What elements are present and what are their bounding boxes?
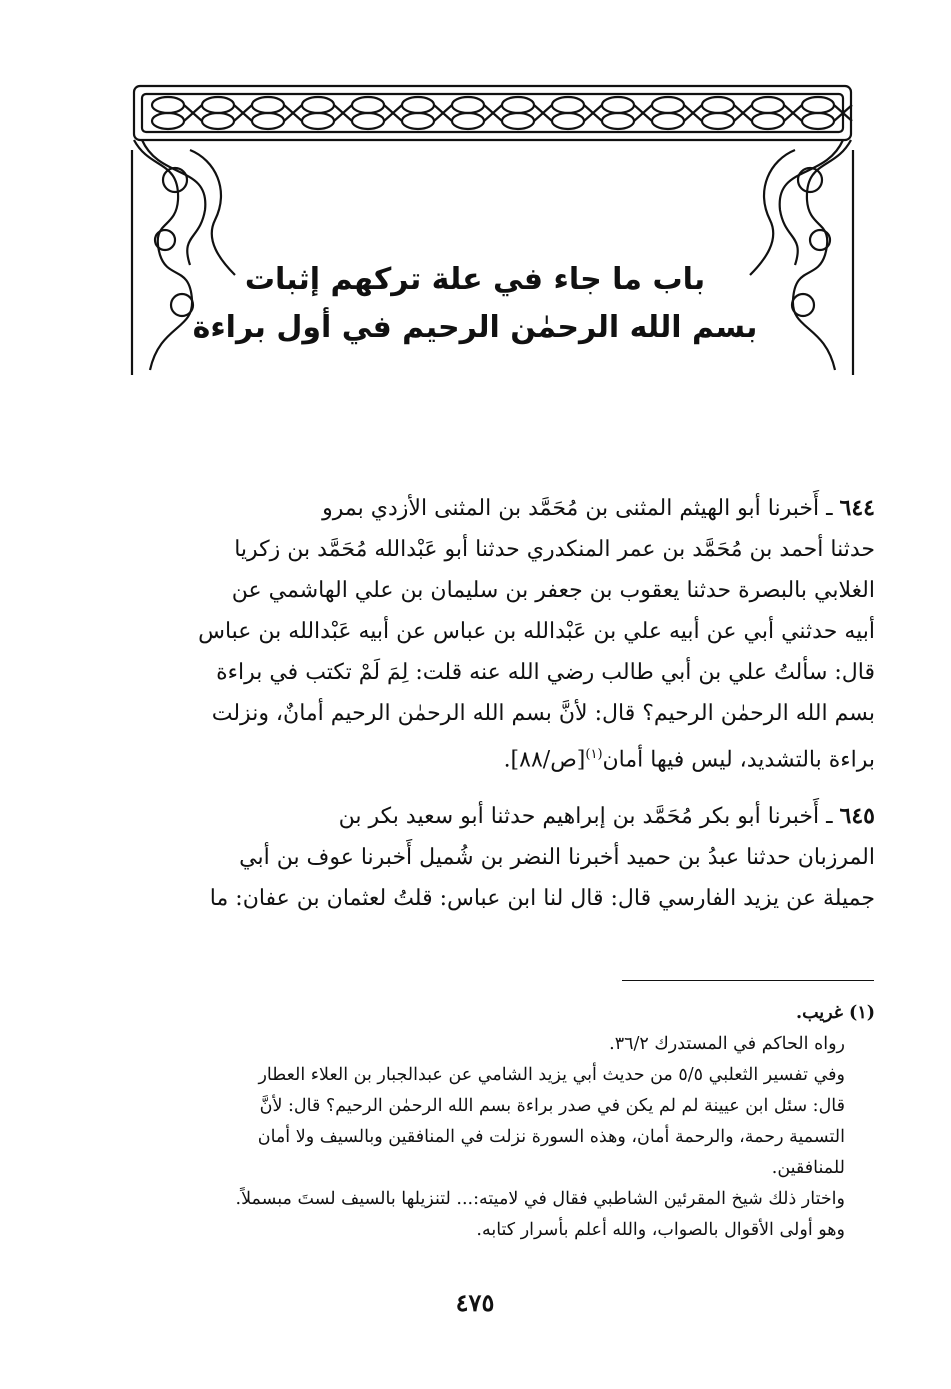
knot-loop bbox=[252, 113, 284, 129]
knot-loop bbox=[752, 97, 784, 113]
footnote-line: التسمية رحمة، والرحمة أمان، وهذه السورة نزلت في المنافقين وبالسيف ولا أمان bbox=[257, 1127, 845, 1147]
footnotes bbox=[120, 998, 875, 1246]
knot-loop bbox=[552, 97, 584, 113]
knot-loop bbox=[302, 97, 334, 113]
knot-loop bbox=[252, 97, 284, 113]
knot-loop bbox=[702, 97, 734, 113]
knot-loop bbox=[352, 97, 384, 113]
page-reference: [ص/٨٨]. bbox=[503, 747, 586, 773]
knot-loop bbox=[202, 113, 234, 129]
text-line: قال: سألتُ علي بن أبي طالب رضي الله عنه قلت: لِمَ لَمْ تكتب في براءة bbox=[216, 660, 875, 685]
knot-loop bbox=[752, 113, 784, 129]
hadith-645 bbox=[120, 796, 875, 919]
knot-loop bbox=[502, 97, 534, 113]
knot-loop bbox=[652, 113, 684, 129]
knot-loop bbox=[152, 113, 184, 129]
knot-loop bbox=[802, 97, 834, 113]
knot-loop bbox=[402, 97, 434, 113]
footnote-line: وهو أولى الأقوال بالصواب، والله أعلم بأسرار كتابه. bbox=[476, 1220, 845, 1240]
knot-loop bbox=[352, 113, 384, 129]
text-line: ٦٤٥ ـ أَخبرنا أبو بكر مُحَمَّد بن إبراهيم حدثنا أبو سعيد بكر بن bbox=[338, 803, 875, 829]
knot-loop bbox=[402, 113, 434, 129]
knot-cross bbox=[734, 105, 752, 121]
knot-loop bbox=[502, 113, 534, 129]
knot-loop bbox=[602, 113, 634, 129]
knot-cross bbox=[484, 105, 502, 121]
knot-loop bbox=[702, 113, 734, 129]
knot-cross bbox=[684, 105, 702, 121]
knot-cross bbox=[434, 105, 452, 121]
text-line: بسم الله الرحمٰن الرحيم؟ قال: لأنَّ بسم الله الرحمٰن الرحيم أمانٌ، ونزلت bbox=[211, 701, 875, 726]
footnote-line: رواه الحاكم في المستدرك ٣٦/٢. bbox=[609, 1034, 845, 1054]
chapter-title-line-2: بسم الله الرحمٰن الرحيم في أول براءة bbox=[192, 310, 758, 345]
knot-cross bbox=[534, 105, 552, 121]
footnote-line: للمنافقين. bbox=[771, 1158, 845, 1178]
knot-loop bbox=[302, 113, 334, 129]
knot-cross bbox=[234, 105, 252, 121]
footnote-separator bbox=[622, 980, 874, 981]
footnote-line: واختار ذلك شيخ المقرئين الشاطبي فقال في لاميته:... لتنزيلها بالسيف لستَ مبسملاً. bbox=[235, 1189, 845, 1209]
chapter-title-line-1: باب ما جاء في علة تركهم إثبات bbox=[244, 262, 706, 297]
knot-loop bbox=[152, 97, 184, 113]
page-number: ٤٧٥ bbox=[455, 1288, 495, 1317]
knot-cross bbox=[384, 105, 402, 121]
knot-cross bbox=[184, 105, 202, 121]
footnote-line: (١) غريب. bbox=[795, 1003, 875, 1023]
knot-cross bbox=[284, 105, 302, 121]
knot-loop bbox=[202, 97, 234, 113]
footnote-reference: (١) bbox=[585, 747, 603, 762]
knot-cross bbox=[784, 105, 802, 121]
text-line: حدثنا أحمد بن مُحَمَّد بن عمر المنكدري حدثنا أبو عَبْدالله مُحَمَّد بن زكريا bbox=[234, 537, 875, 562]
text-line: أبيه حدثني أبي عن أبيه علي بن عَبْدالله بن عباس عن أبيه عَبْدالله بن عباس bbox=[198, 619, 875, 644]
hadith-number: ٦٤٤ bbox=[839, 495, 875, 521]
text-line: براءة بالتشديد، ليس فيها أمان$^{(١)}$[ص/٨٨]. bbox=[503, 747, 875, 773]
knot-loop bbox=[552, 113, 584, 129]
text-line: المرزبان حدثنا عبدُ بن حميد أخبرنا النضر بن شُميل أَخبرنا عوف بن أبي bbox=[239, 845, 875, 870]
knot-loop bbox=[652, 97, 684, 113]
hadith-644 bbox=[120, 488, 875, 775]
knot-loop bbox=[802, 113, 834, 129]
knot-cross bbox=[334, 105, 352, 121]
hadith-number: ٦٤٥ bbox=[839, 803, 875, 829]
footnote-line: وفي تفسير الثعلبي ٥/٥ من حديث أبي يزيد الشامي عن عبدالجبار بن العلاء العطار bbox=[258, 1065, 845, 1085]
footnote-line: قال: سئل ابن عيينة لم لم يكن في صدر براءة بسم الله الرحمٰن الرحيم؟ قال: لأنَّ bbox=[259, 1096, 845, 1116]
text-line: الغلابي بالبصرة حدثنا يعقوب بن جعفر بن سليمان بن علي الهاشمي عن bbox=[231, 578, 875, 603]
text-line: ٦٤٤ ـ أَخبرنا أبو الهيثم المثنى بن مُحَمَّد بن المثنى الأزدي بمرو bbox=[322, 495, 875, 521]
knot-cross bbox=[634, 105, 652, 121]
text-line: جميلة عن يزيد الفارسي قال: قال لنا ابن عباس: قلتُ لعثمان بن عفان: ما bbox=[209, 886, 875, 911]
knot-loop bbox=[452, 113, 484, 129]
knot-cross bbox=[584, 105, 602, 121]
knot-loop bbox=[602, 97, 634, 113]
knot-loop bbox=[452, 97, 484, 113]
